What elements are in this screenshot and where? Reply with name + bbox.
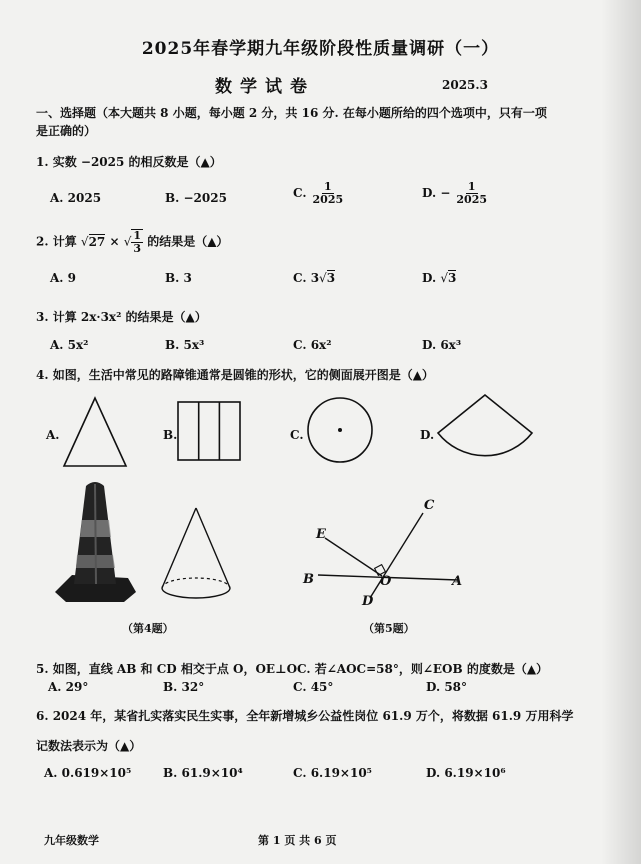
q1-option-c: C. $\frac{1}{2025}$ bbox=[293, 180, 344, 206]
q1-option-d: D. − $\frac{1}{2025}$ bbox=[422, 180, 488, 206]
q3-option-d: D. 6x³ bbox=[422, 338, 462, 352]
q5-option-a: A. 29° bbox=[48, 680, 89, 694]
q6-option-b: B. 61.9×10⁴ bbox=[163, 766, 243, 780]
q1-option-a: A. 2025 bbox=[50, 191, 102, 205]
point-label-a: A bbox=[452, 574, 463, 589]
q4-option-a: A. bbox=[46, 428, 60, 442]
q6-stem-line2: 记数法表示为（▲） bbox=[36, 739, 142, 753]
q2-stem: 2. 计算 √27 × √ $\frac{1}{3}$ 的结果是（▲） bbox=[36, 229, 229, 255]
q4-option-c: C. bbox=[290, 428, 304, 442]
q5-option-c: C. 45° bbox=[293, 680, 334, 694]
figure-4-caption: （第4题） bbox=[122, 622, 174, 635]
paper-title: 2025年春学期九年级阶段性质量调研（一） bbox=[141, 39, 500, 59]
point-label-o: O bbox=[380, 574, 392, 589]
q6-option-c: C. 6.19×10⁵ bbox=[293, 766, 372, 780]
q5-stem: 5. 如图，直线 AB 和 CD 相交于点 O，OE⊥OC. 若∠AOC=58°，则∠EOB 的度数是（▲） bbox=[36, 662, 549, 676]
section-heading-line1: 一、选择题（本大题共 8 小题，每小题 2 分，共 16 分. 在每小题所给的四个选项中，只有一项 bbox=[36, 106, 547, 120]
q3-option-b: B. 5x³ bbox=[165, 338, 205, 352]
q3-option-a: A. 5x² bbox=[50, 338, 89, 352]
scan-shadow bbox=[601, 0, 641, 864]
q4-stem: 4. 如图，生活中常见的路障锥通常是圆锥的形状，它的侧面展开图是（▲） bbox=[36, 368, 434, 382]
q4-option-b: B. bbox=[163, 428, 178, 442]
q5-option-b: B. 32° bbox=[163, 680, 205, 694]
q2-option-c: C. 3√3 bbox=[293, 271, 336, 285]
section-heading-line2: 是正确的） bbox=[36, 124, 97, 138]
q2-option-a: A. 9 bbox=[50, 271, 77, 285]
point-label-b: B bbox=[303, 572, 314, 587]
q2-option-b: B. 3 bbox=[165, 271, 192, 285]
paper-subject: 数学试卷 bbox=[215, 77, 315, 97]
q6-option-a: A. 0.619×10⁵ bbox=[44, 766, 132, 780]
q6-stem-line1: 6. 2024 年，某省扎实落实民生实事，全年新增城乡公益性岗位 61.9 万个，将数据 61.9 万用科学 bbox=[36, 709, 574, 723]
q1-option-b: B. −2025 bbox=[165, 191, 227, 205]
footer-grade-subject: 九年级数学 bbox=[44, 834, 99, 847]
q3-stem: 3. 计算 2x·3x² 的结果是（▲） bbox=[36, 310, 207, 324]
q1-stem: 1. 实数 −2025 的相反数是（▲） bbox=[36, 155, 222, 169]
point-label-c: C bbox=[424, 498, 435, 513]
q2-option-d: D. √3 bbox=[422, 271, 457, 285]
q3-option-c: C. 6x² bbox=[293, 338, 332, 352]
point-label-e: E bbox=[316, 527, 326, 542]
paper-date: 2025.3 bbox=[442, 78, 488, 92]
point-label-d: D bbox=[362, 594, 374, 609]
q4-option-d: D. bbox=[420, 428, 435, 442]
figure-5-caption: （第5题） bbox=[363, 622, 415, 635]
footer-page-number: 第 1 页 共 6 页 bbox=[258, 834, 337, 847]
q6-option-d: D. 6.19×10⁶ bbox=[426, 766, 506, 780]
q5-option-d: D. 58° bbox=[426, 680, 468, 694]
